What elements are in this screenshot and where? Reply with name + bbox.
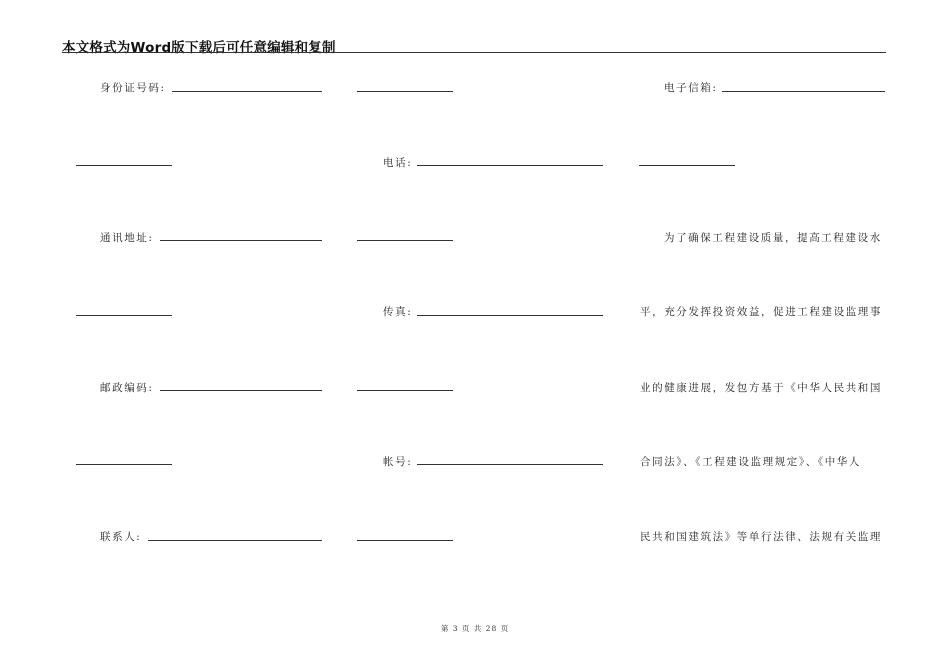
document-header-title: 本文格式为Word版下载后可任意编辑和复制 bbox=[62, 40, 336, 56]
phone-field-line bbox=[417, 165, 603, 166]
contact-field-line-2 bbox=[357, 540, 453, 541]
phone-field-line-2 bbox=[639, 165, 735, 166]
account-field-line bbox=[417, 464, 603, 465]
contact-label: 联系人: bbox=[100, 531, 142, 543]
email-field-line-2 bbox=[76, 165, 172, 166]
email-field-line bbox=[722, 91, 885, 92]
postcode-field-line-3 bbox=[76, 464, 172, 465]
fax-field-line bbox=[417, 315, 603, 316]
paragraph-line-5: 民共和国建筑法》等单行法律、法规有关监理 bbox=[640, 531, 882, 543]
address-field-line-2 bbox=[357, 240, 453, 241]
postcode-field-line-2 bbox=[357, 390, 453, 391]
paragraph-line-1: 为了确保工程建设质量，提高工程建设水 bbox=[664, 232, 882, 244]
postcode-label: 邮政编码: bbox=[100, 382, 154, 394]
paragraph-line-3: 业的健康进展，发包方基于《中华人民共和国 bbox=[640, 382, 882, 394]
page-number-footer: 第 3 页 共 28 页 bbox=[440, 624, 510, 633]
address-label: 通讯地址: bbox=[100, 232, 154, 244]
phone-label: 电话: bbox=[383, 157, 413, 169]
id-number-field-line-2 bbox=[357, 91, 453, 92]
header-divider bbox=[62, 52, 886, 53]
fax-label: 传真: bbox=[383, 306, 413, 318]
address-field-line-3 bbox=[76, 315, 172, 316]
id-number-field-line bbox=[172, 91, 322, 92]
email-label: 电子信箱: bbox=[664, 82, 718, 94]
account-label: 帐号: bbox=[383, 456, 413, 468]
contact-field-line bbox=[148, 540, 322, 541]
address-field-line bbox=[160, 240, 322, 241]
paragraph-line-4: 合同法》、《工程建设监理规定》、《中华人 bbox=[640, 456, 861, 468]
id-number-label: 身份证号码: bbox=[100, 82, 166, 94]
paragraph-line-2: 平，充分发挥投资效益，促进工程建设监理事 bbox=[640, 306, 882, 318]
postcode-field-line bbox=[160, 390, 322, 391]
